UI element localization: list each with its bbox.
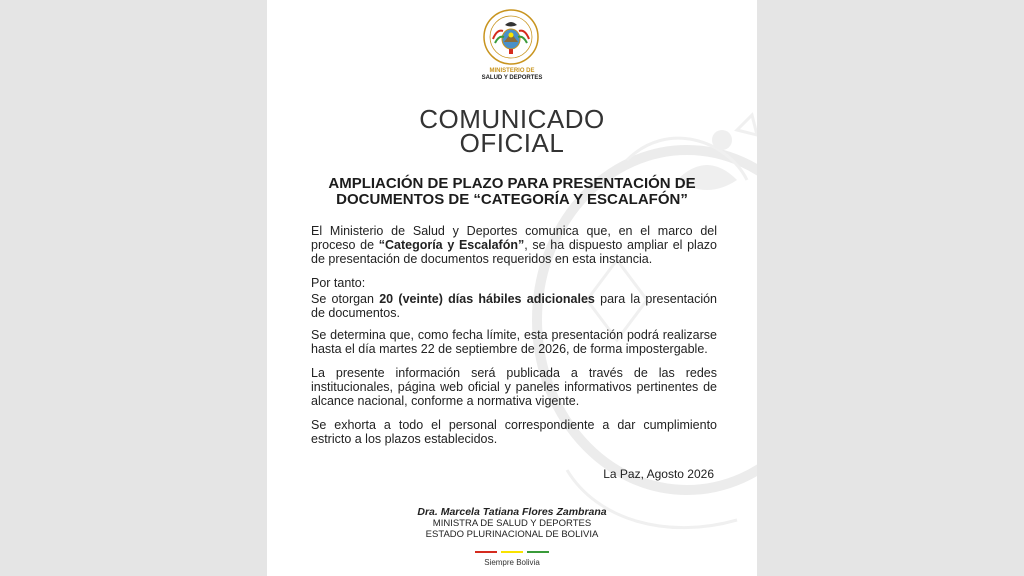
ministry-name-line2: SALUD Y DEPORTES xyxy=(481,75,543,81)
signatory-role: MINISTRA DE SALUD Y DEPORTES xyxy=(432,518,592,529)
extension-text-end: para la presentación de documentos. xyxy=(311,292,717,320)
flag-stripe-green xyxy=(527,551,549,553)
page-title-line1: COMUNICADO xyxy=(419,104,605,134)
paragraph-publication: La presente información será publicada a través de las redes institucionales, página web oficial y paneles informativos pertinentes de alcance nacional, conforme a normativa vigente. xyxy=(311,366,717,408)
paragraph-therefore: Por tanto: xyxy=(311,276,366,290)
intro-text-end: , se ha dispuesto ampliar el plazo de presentación de documentos requeridos en esta instancia. xyxy=(311,238,717,266)
bolivia-coat-of-arms-seal-icon xyxy=(483,9,539,65)
signatory-name: Dra. Marcela Tatiana Flores Zambrana xyxy=(417,506,607,518)
paragraph-exhortation: Se exhorta a todo el personal correspondiente a dar cumplimiento estricto a los plazos establecidos. xyxy=(311,418,717,446)
extension-text-start: Se otorgan xyxy=(311,292,380,306)
page-title-line2: OFICIAL xyxy=(459,128,565,158)
flag-stripe-yellow xyxy=(501,551,523,553)
place-date: La Paz, Agosto 2026 xyxy=(603,467,714,481)
right-background-panel xyxy=(757,0,1024,576)
intro-process-name: “Categoría y Escalafón” xyxy=(378,238,525,252)
headline-line2: DOCUMENTOS DE “CATEGORÍA Y ESCALAFÓN” xyxy=(336,191,688,208)
left-background-panel xyxy=(0,0,267,576)
headline-line1: AMPLIACIÓN DE PLAZO PARA PRESENTACIÓN DE xyxy=(328,175,696,192)
communique-page xyxy=(267,0,757,576)
extension-days: 20 (veinte) días hábiles adicionales xyxy=(379,292,595,306)
paragraph-deadline: Se determina que, como fecha límite, esta presentación podrá realizarse hasta el día martes 22 de septiembre de 2026, de forma impostergable. xyxy=(311,328,717,356)
paragraph-extension xyxy=(311,292,717,320)
signatory-institution: ESTADO PLURINACIONAL DE BOLIVIA xyxy=(425,529,599,540)
paragraph-intro xyxy=(311,224,717,266)
intro-text-start: El Ministerio de Salud y Deportes comunica que, en el marco del proceso de xyxy=(311,224,717,252)
flag-stripe-red xyxy=(475,551,497,553)
ministry-name-line1: MINISTERIO DE xyxy=(489,68,535,74)
footer-slogan: Siempre Bolivia xyxy=(484,558,540,567)
